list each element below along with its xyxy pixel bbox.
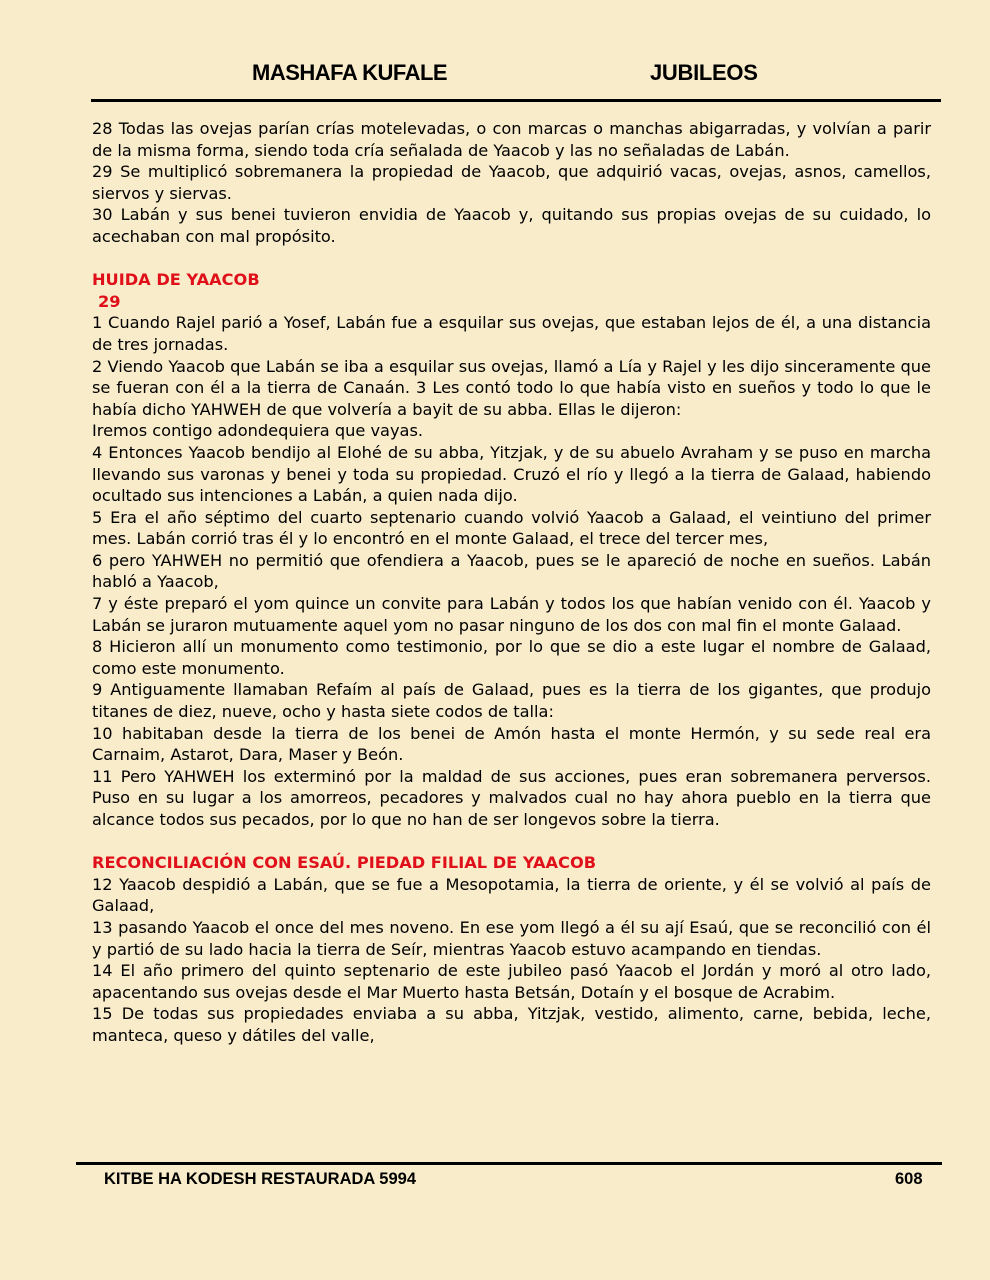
footer-rule: [76, 1162, 942, 1165]
section-heading: RECONCILIACIÓN CON ESAÚ. PIEDAD FILIAL DE YAACOB: [92, 853, 597, 873]
spacer: [92, 831, 931, 853]
page-number: 608: [895, 1170, 923, 1188]
paragraph: 2 Viendo Yaacob que Labán se iba a esquilar sus ovejas, llamó a Lía y Rajel y les dijo sinceramente que se fueran con él a la tierra de Canaán. 3 Les contó todo lo que había visto en sueños y todo lo que le había dicho YAHWEH de que volvería a bayit de su abba. Ellas le dijeron:: [92, 356, 931, 419]
paragraph: 13 pasando Yaacob el once del mes noveno. En ese yom llegó a él su ají Esaú, que se reconcilió con él y partió de su lado hacia la tierra de Seír, mientras Yaacob estuvo acampando en tiendas.: [92, 917, 931, 959]
paragraph: 30 Labán y sus benei tuvieron envidia de Yaacob y, quitando sus propias ovejas de su cuidado, lo acechaban con mal propósito.: [92, 205, 931, 246]
paragraph: 15 De todas sus propiedades enviaba a su abba, Yitzjak, vestido, alimento, carne, bebida, leche, manteca, queso y dátiles del valle,: [92, 1004, 931, 1045]
footer-book-title: KITBE HA KODESH RESTAURADA 5994: [104, 1170, 417, 1188]
spacer: [92, 248, 931, 270]
paragraph: Iremos contigo adondequiera que vayas.: [92, 421, 424, 441]
page-header: [0, 60, 990, 90]
paragraph: 29 Se multiplicó sobremanera la propiedad de Yaacob, que adquirió vacas, ovejas, asnos, camellos, siervos y siervas.: [92, 162, 931, 203]
paragraph: 28 Todas las ovejas parían crías motelevadas, o con marcas o manchas abigarradas, y volvían a parir de la misma forma, siendo toda cría señalada de Yaacob y las no señaladas de Labán.: [92, 119, 931, 160]
paragraph: 4 Entonces Yaacob bendijo al Elohé de su abba, Yitzjak, y de su abuelo Avraham y se puso en marcha llevando sus varonas y benei y toda su propiedad. Cruzó el río y llegó a la tierra de Galaad, habiendo ocultado sus intenciones a Labán, a quien nada dijo.: [92, 442, 931, 506]
section-heading: HUIDA DE YAACOB: [92, 270, 260, 290]
paragraph: 12 Yaacob despidió a Labán, que se fue a Mesopotamia, la tierra de oriente, y él se volvió al país de Galaad,: [92, 874, 931, 916]
paragraph: 5 Era el año séptimo del cuarto septenario cuando volvió Yaacob a Galaad, el veintiuno del primer mes. Labán corrió tras él y lo encontró en el monte Galaad, el trece del tercer mes,: [92, 507, 931, 549]
paragraph: 7 y éste preparó el yom quince un convite para Labán y todos los que habían venido con él. Yaacob y Labán se juraron mutuamente aquel yom no pasar ninguno de los dos con mal fin el monte Galaad.: [92, 594, 931, 635]
paragraph: 9 Antiguamente llamaban Refaím al país de Galaad, pues es la tierra de los gigantes, que produjo titanes de diez, nueve, ocho y hasta siete codos de talla:: [92, 680, 931, 722]
chapter-number: 29: [98, 291, 121, 311]
header-book-title: MASHAFA KUFALE: [252, 60, 448, 85]
page-body: [92, 118, 931, 1047]
paragraph: 10 habitaban desde la tierra de los benei de Amón hasta el monte Hermón, y su sede real era Carnaim, Astarot, Dara, Maser y Beón.: [92, 723, 931, 765]
header-section-title: JUBILEOS: [650, 60, 758, 85]
header-rule: [91, 99, 941, 102]
paragraph: 6 pero YAHWEH no permitió que ofendiera a Yaacob, pues se le apareció de noche en sueños. Labán habló a Yaacob,: [92, 550, 931, 592]
paragraph: 14 El año primero del quinto septenario de este jubileo pasó Yaacob el Jordán y moró al otro lado, apacentando sus ovejas desde el Mar Muerto hasta Betsán, Dotaín y el bosque de Acrabim.: [92, 961, 931, 1002]
paragraph: 11 Pero YAHWEH los exterminó por la maldad de sus acciones, pues eran sobremanera perversos. Puso en su lugar a los amorreos, pecadores y malvados cual no hay ahora pueblo en la tierra que alcance todos sus pecados, por lo que no han de ser longevos sobre la tierra.: [92, 766, 931, 829]
paragraph: 8 Hicieron allí un monumento como testimonio, por lo que se dio a este lugar el nombre de Galaad, como este monumento.: [92, 637, 931, 678]
paragraph: 1 Cuando Rajel parió a Yosef, Labán fue a esquilar sus ovejas, que estaban lejos de él, a una distancia de tres jornadas.: [92, 313, 931, 354]
